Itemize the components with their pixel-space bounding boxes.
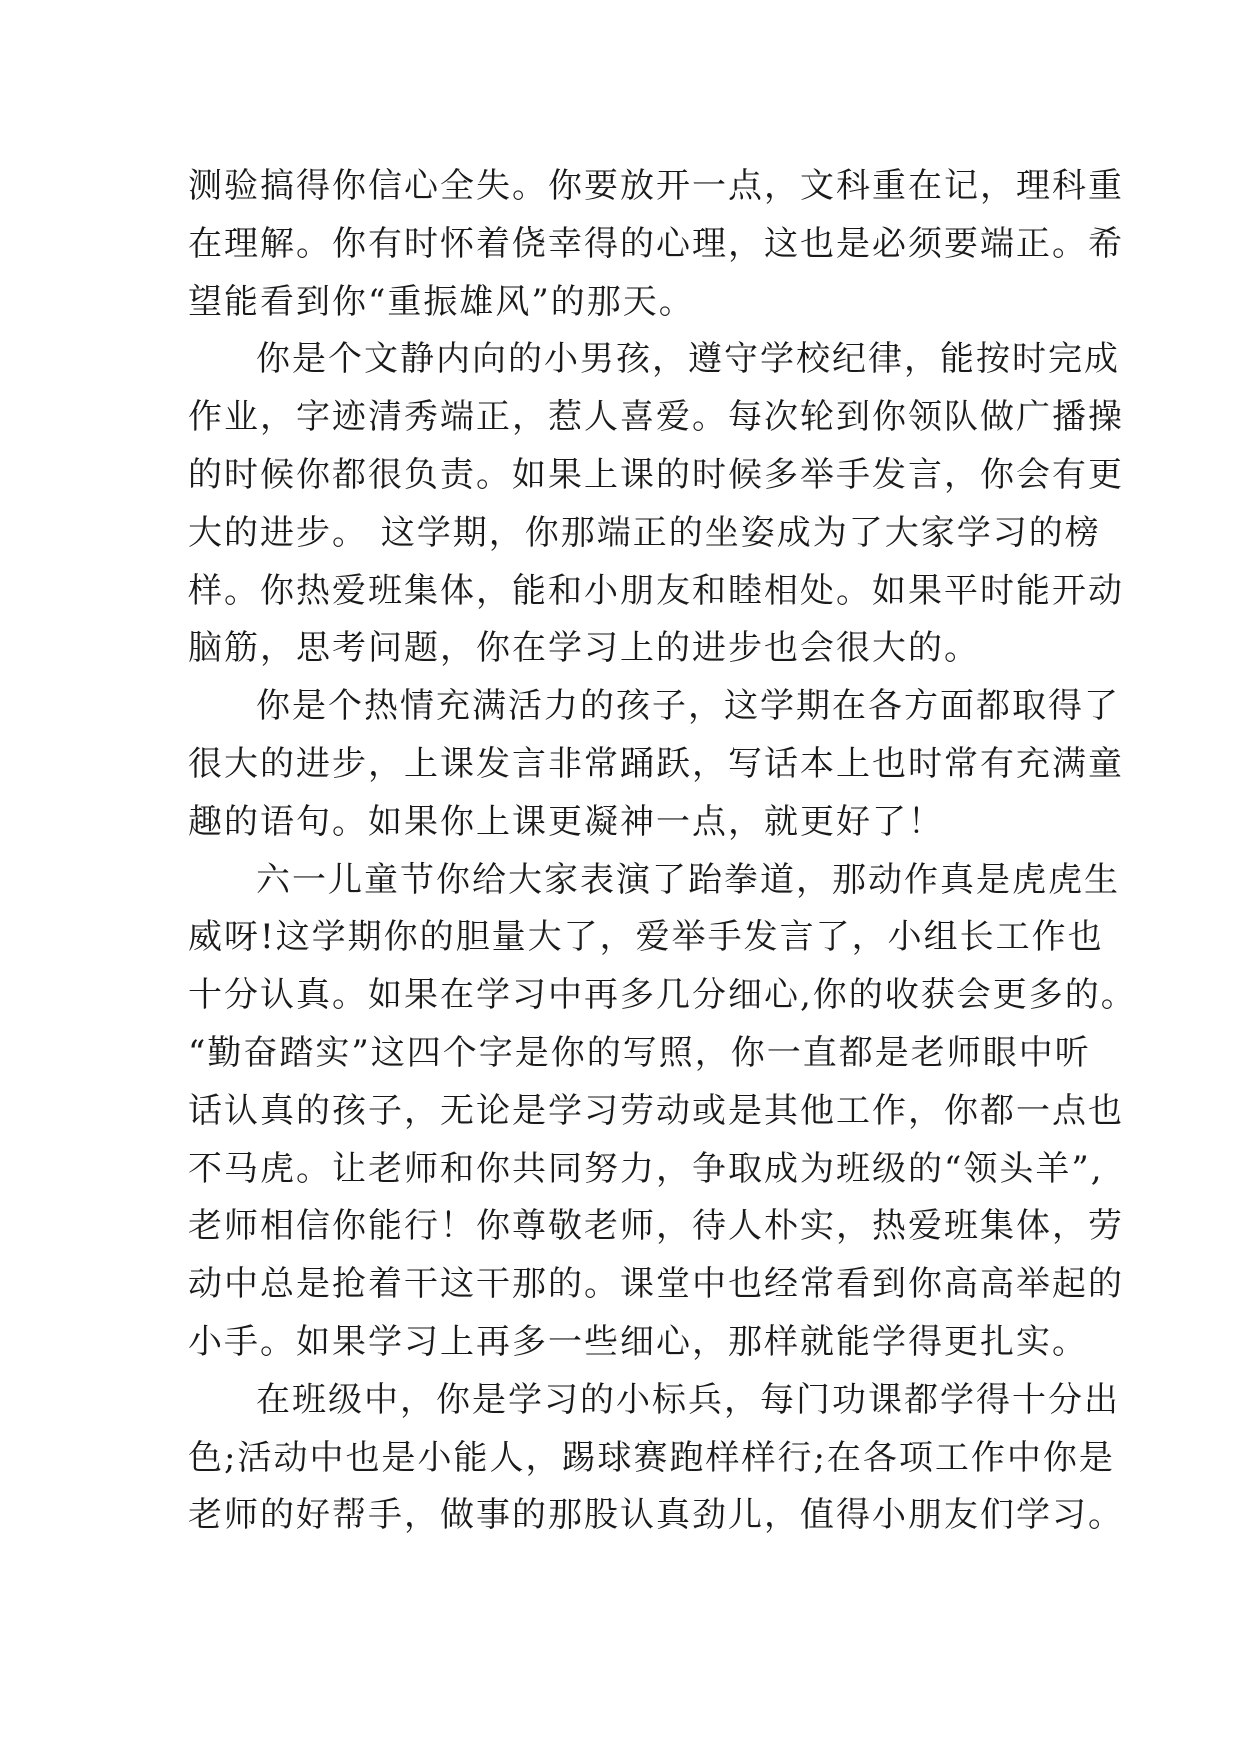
paragraph-first-line: 你是个文静内向的小男孩，遵守学校纪律，能按时完成 — [256, 339, 1120, 380]
text-line: 在理解。你有时怀着侥幸得的心理，这也是必须要端正。希 — [188, 223, 1124, 264]
paragraph-first-line: 你是个热情充满活力的孩子，这学期在各方面都取得了 — [256, 686, 1120, 727]
text-line: 小手。如果学习上再多一些细心，那样就能学得更扎实。 — [188, 1321, 1088, 1362]
text-line: 望能看到你“重振雄风”的那天。 — [188, 281, 695, 322]
paragraph-first-line: 六一儿童节你给大家表演了跆拳道，那动作真是虎虎生 — [256, 859, 1120, 900]
text-line: 测验搞得你信心全失。你要放开一点，文科重在记，理科重 — [188, 166, 1124, 206]
text-line: 脑筋，思考问题，你在学习上的进步也会很大的。 — [188, 628, 980, 669]
text-line: 动中总是抢着干这干那的。课堂中也经常看到你高高举起的 — [188, 1264, 1124, 1305]
text-line: 话认真的孩子，无论是学习劳动或是其他工作，你都一点也 — [188, 1090, 1124, 1131]
text-line: 作业，字迹清秀端正，惹人喜爱。每次轮到你领队做广播操 — [188, 397, 1124, 438]
text-line: 趣的语句。如果你上课更凝神一点，就更好了！ — [188, 801, 944, 842]
text-line: 很大的进步，上课发言非常踊跃，写话本上也时常有充满童 — [188, 743, 1124, 784]
text-line: 大的进步。 这学期，你那端正的坐姿成为了大家学习的榜 — [188, 512, 1101, 553]
text-line: 十分认真。如果在学习中再多几分细心,你的收获会更多的。 — [188, 975, 1137, 1016]
text-line: 不马虎。让老师和你共同努力，争取成为班级的“领头羊”, — [188, 1148, 1104, 1189]
text-line: “勤奋踏实”这四个字是你的写照，你一直都是老师眼中听 — [188, 1032, 1091, 1073]
document-body — [188, 158, 1137, 1545]
text-line: 老师相信你能行！你尊敬老师，待人朴实，热爱班集体，劳 — [188, 1206, 1124, 1247]
text-line: 老师的好帮手，做事的那股认真劲儿，值得小朋友们学习。 — [188, 1495, 1124, 1536]
text-line: 色;活动中也是小能人，踢球赛跑样样行;在各项工作中你是 — [188, 1437, 1115, 1478]
text-line: 威呀!这学期你的胆量大了，爱举手发言了，小组长工作也 — [188, 917, 1104, 958]
text-line: 的时候你都很负责。如果上课的时候多举手发言，你会有更 — [188, 454, 1124, 495]
paragraph-first-line: 在班级中，你是学习的小标兵，每门功课都学得十分出 — [256, 1379, 1120, 1420]
text-line: 样。你热爱班集体，能和小朋友和睦相处。如果平时能开动 — [188, 570, 1124, 611]
